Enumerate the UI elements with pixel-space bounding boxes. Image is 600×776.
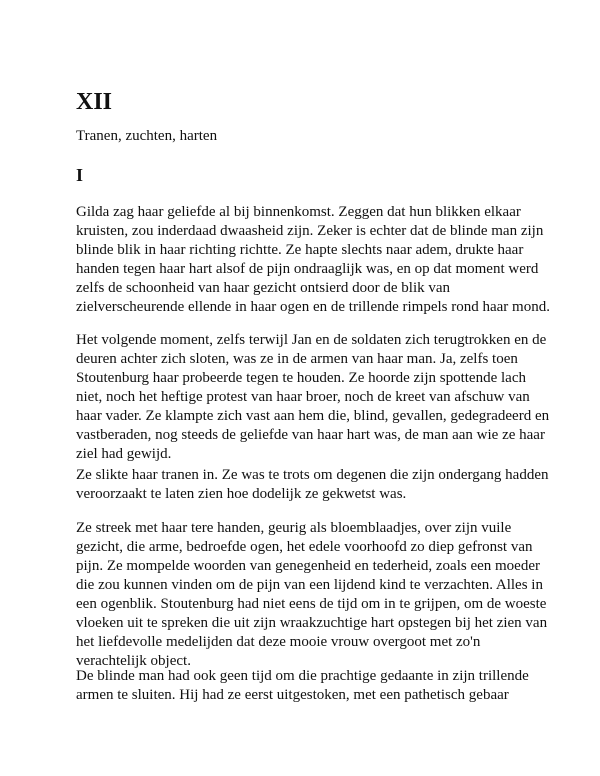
paragraph: Ze streek met haar tere handen, geurig als bloemblaadjes, over zijn vuile gezicht, die arme, bedroefde ogen, het edele voorhoofd zo diep gefronst van pijn. Ze mompelde woorden van genegenheid en tederheid, zoals een moeder die zou kunnen vinden om de pijn van een lijdend kind te verzachten. Alles in een ogenblik. Stoutenburg had niet eens de tijd om in te grijpen, om de woeste vloeken uit te spreken die uit zijn wraakzuchtige hart opstegen bij het zien van het liefdevolle medelijden dat deze mooie vrouw overgoot met zo'n verachtelijk object. (76, 520, 548, 669)
paragraph: De blinde man had ook geen tijd om die prachtige gedaante in zijn trillende armen te sluiten. Hij had ze eerst uitgestoken, met een pathetisch gebaar (76, 668, 529, 703)
paragraph: Het volgende moment, zelfs terwijl Jan en de soldaten zich terugtrokken en de deuren achter zich sloten, was ze in de armen van haar man. Ja, zelfs toen Stoutenburg haar probeerde tegen te houden. Ze hoorde zijn spottende lach niet, noch het heftige protest van haar broer, noch de kreet van afschuw van haar vader. Ze klampte zich vast aan hem die, blind, gevallen, gedegradeerd en vastberaden, nog steeds de geliefde van haar hart was, de man aan wie ze haar ziel had gewijd. (76, 332, 550, 462)
paragraph: Gilda zag haar geliefde al bij binnenkomst. Zeggen dat hun blikken elkaar kruisten, zou inderdaad dwaasheid zijn. Zeker is echter dat de blinde man zijn blinde blik in haar richting richtte. Ze hapte slechts naar adem, drukte haar handen tegen haar hart alsof de pijn ondraaglijk was, en op dat moment werd zelfs de schoonheid van haar gezicht ontsierd door de blik van zielverscheurende ellende in haar ogen en de trillende rimpels rond haar mond. (76, 204, 550, 315)
paragraph: Ze slikte haar tranen in. Ze was te trots om degenen die zijn ondergang hadden veroorzaakt te laten zien hoe dodelijk ze gekwetst was. (76, 467, 549, 502)
section-number: I (76, 165, 84, 185)
chapter-title: Tranen, zuchten, harten (76, 128, 218, 144)
chapter-number: XII (76, 89, 113, 115)
